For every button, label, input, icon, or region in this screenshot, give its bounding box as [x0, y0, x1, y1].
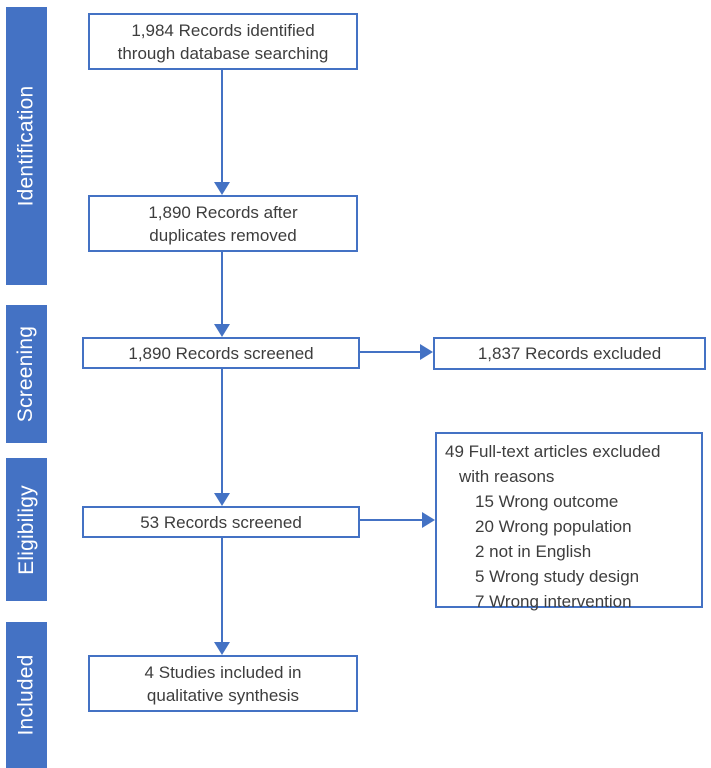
- arrow-screened-to-fulltext-line: [221, 369, 223, 494]
- stage-screening: [6, 305, 47, 443]
- arrow-deduplicated-to-screened-head: [214, 324, 230, 337]
- box-duplicates-removed-line2: duplicates removed: [149, 225, 297, 245]
- arrow-fulltext-to-included-head: [214, 642, 230, 655]
- stage-screening-label: Screening: [14, 325, 38, 423]
- box-fulltext-screened-label: 53 Records screened: [140, 512, 302, 532]
- box-records-screened-label: 1,890 Records screened: [128, 343, 314, 363]
- box-records-screened: [82, 337, 360, 369]
- stage-included: [6, 622, 47, 768]
- fulltext-excluded-line-7: 7 Wrong intervention: [475, 592, 632, 611]
- box-records-excluded: [433, 337, 706, 370]
- box-duplicates-removed-line1: 1,890 Records after: [148, 202, 298, 222]
- stage-included-label: Included: [14, 654, 38, 736]
- box-fulltext-screened: [82, 506, 360, 538]
- arrow-screened-to-excluded-line: [360, 351, 421, 353]
- fulltext-excluded-line-2: with reasons: [459, 467, 555, 486]
- fulltext-excluded-line-4: 20 Wrong population: [475, 517, 632, 536]
- box-duplicates-removed: [88, 195, 358, 252]
- arrow-deduplicated-to-screened-line: [221, 252, 223, 325]
- fulltext-excluded-line-6: 5 Wrong study design: [475, 567, 640, 586]
- arrow-fulltext-to-excluded-line: [360, 519, 423, 521]
- box-records-excluded-label: 1,837 Records excluded: [477, 344, 662, 363]
- stage-eligibility: [6, 458, 47, 601]
- arrow-screened-to-fulltext-head: [214, 493, 230, 506]
- arrow-fulltext-to-excluded-head: [422, 512, 435, 528]
- box-records-identified-line2: through database searching: [117, 43, 329, 63]
- box-studies-included-line1: 4 Studies included in: [144, 662, 302, 682]
- box-studies-included-line2: qualitative synthesis: [146, 685, 300, 705]
- box-records-identified-line1: 1,984 Records identified: [131, 20, 315, 40]
- stage-identification: [6, 7, 47, 285]
- fulltext-excluded-line-1: 49 Full-text articles excluded: [445, 442, 661, 461]
- arrow-identified-to-deduplicated-head: [214, 182, 230, 195]
- arrow-fulltext-to-included-line: [221, 538, 223, 643]
- fulltext-excluded-line-5: 2 not in English: [475, 542, 592, 561]
- stage-identification-label: Identification: [14, 85, 38, 207]
- fulltext-excluded-line-3: 15 Wrong outcome: [475, 492, 619, 511]
- stage-eligibility-label: Eligibiligy: [14, 484, 38, 575]
- arrow-screened-to-excluded-head: [420, 344, 433, 360]
- box-studies-included: [88, 655, 358, 712]
- arrow-identified-to-deduplicated-line: [221, 70, 223, 183]
- box-fulltext-excluded: [435, 432, 703, 611]
- box-records-identified: [88, 13, 358, 70]
